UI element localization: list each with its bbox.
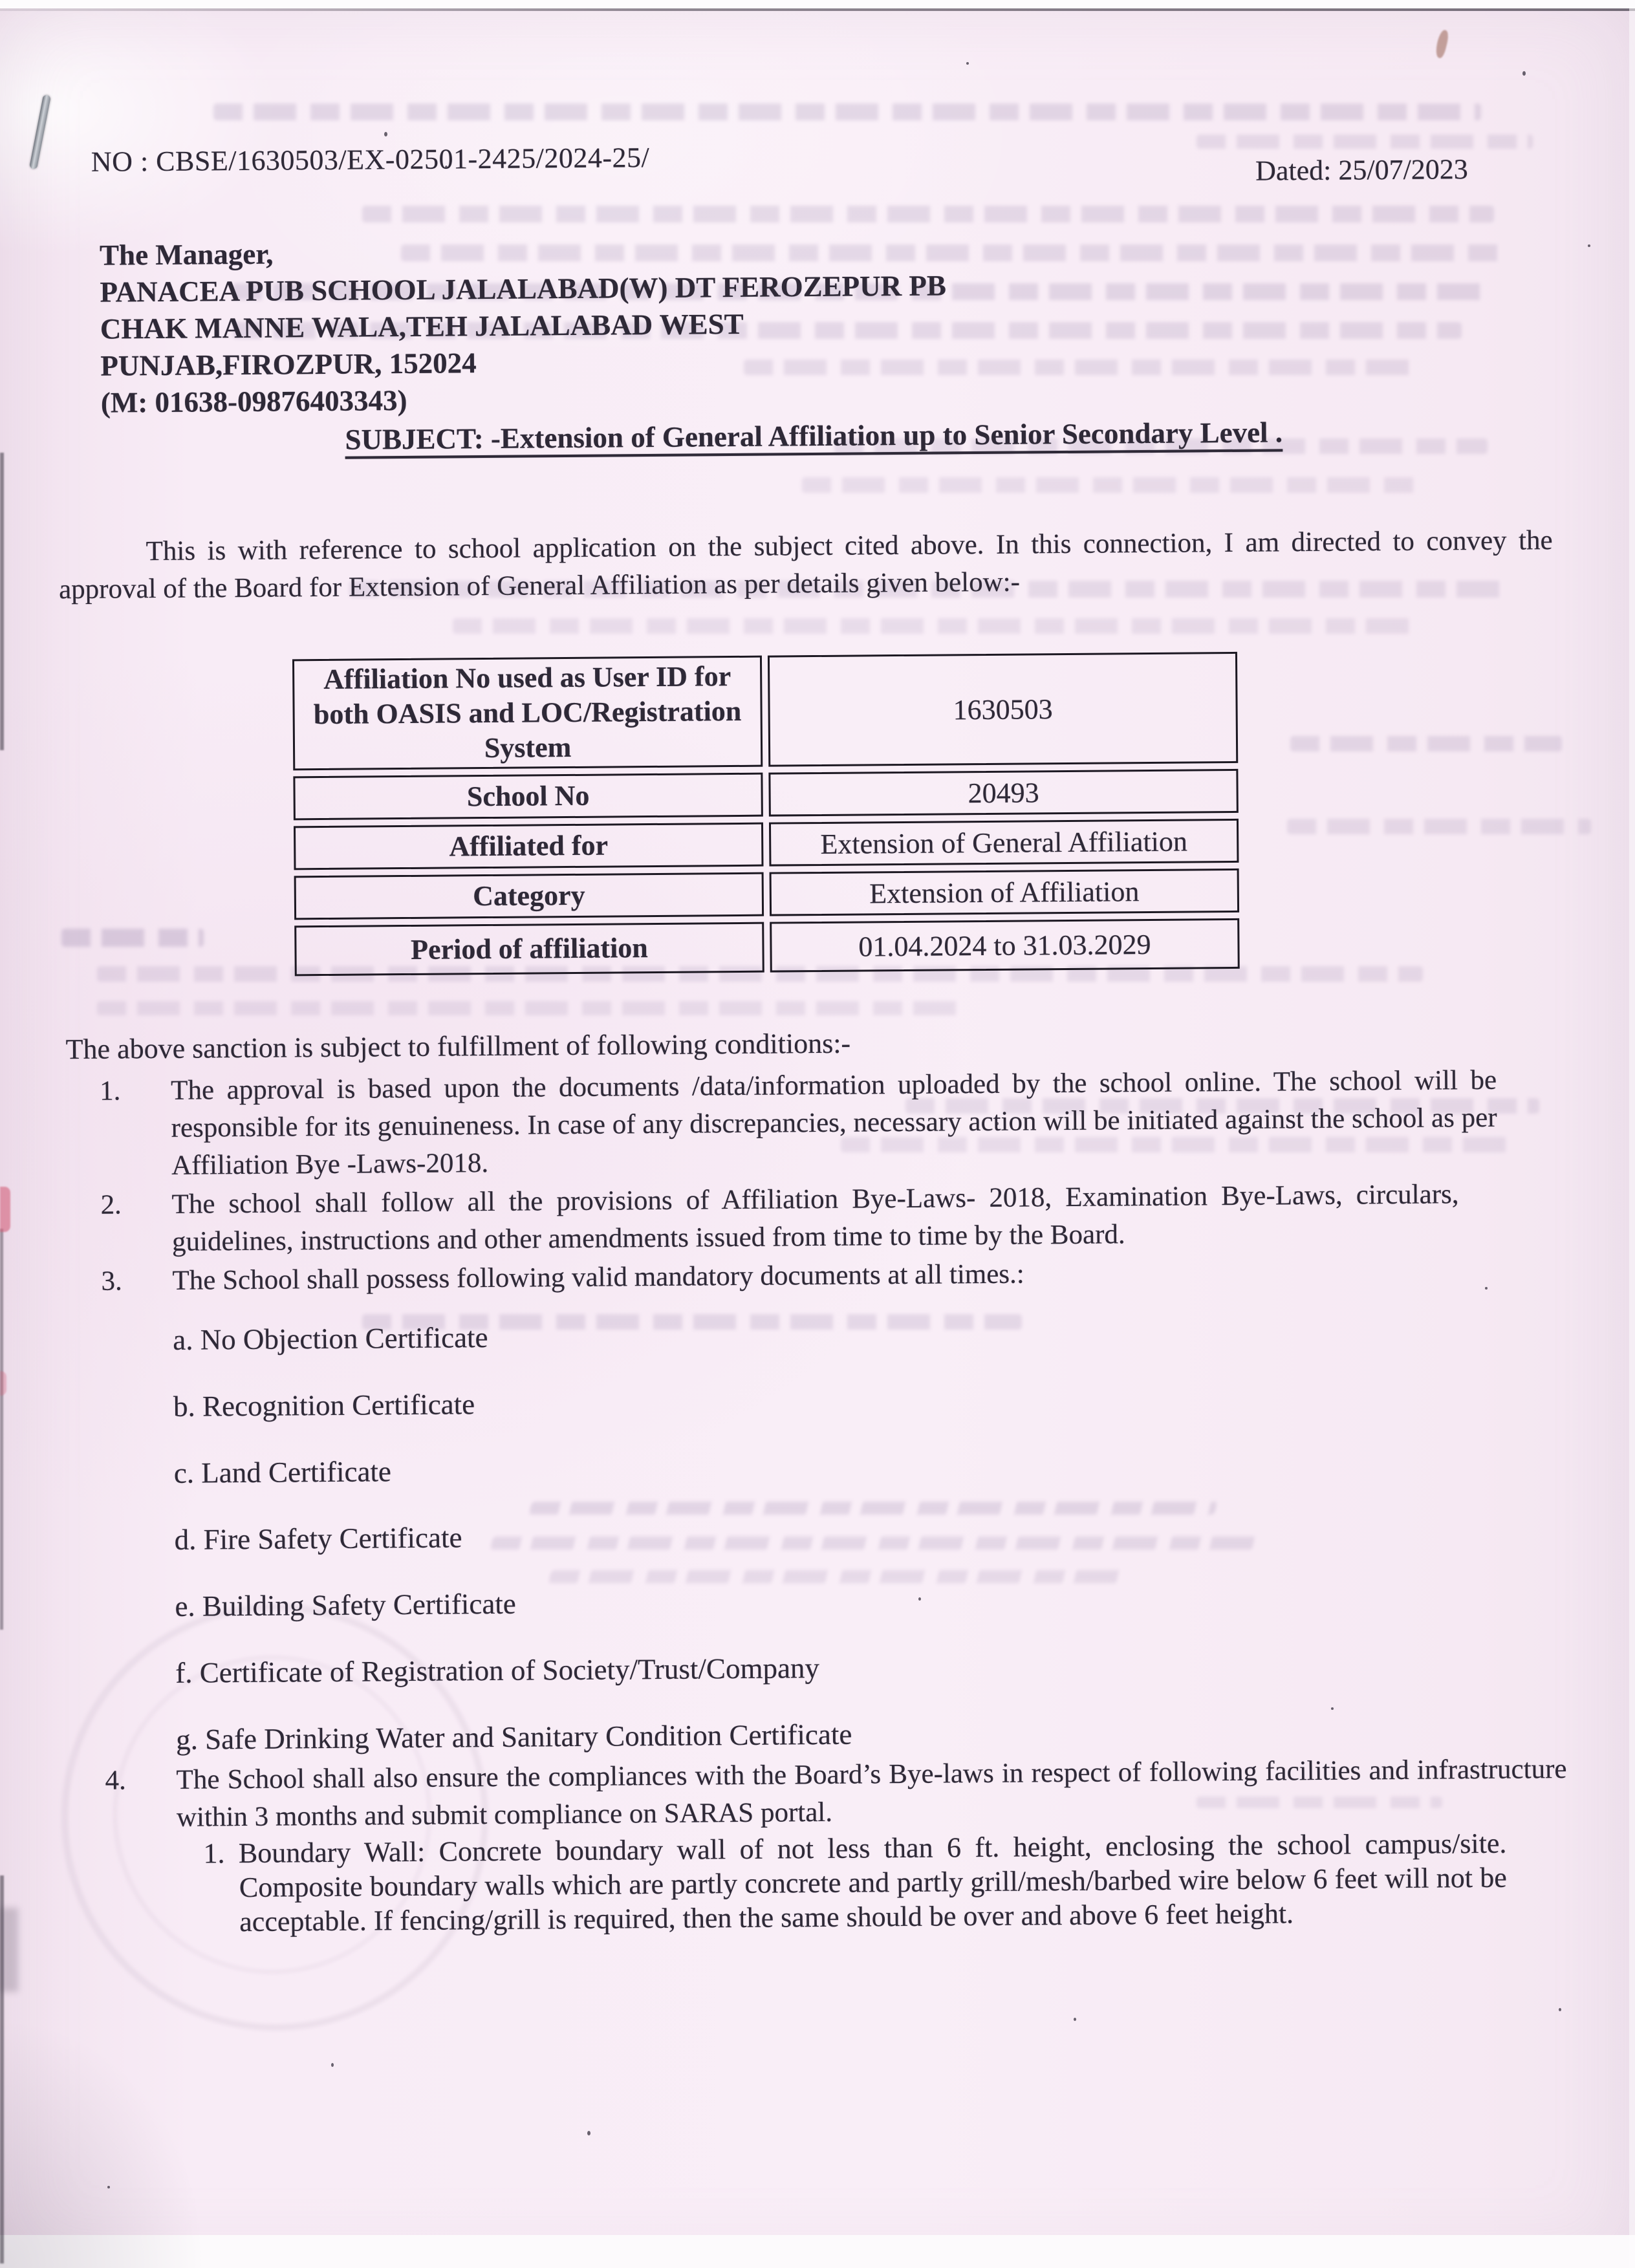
affiliated-for-label: Affiliated for	[294, 823, 764, 870]
school-no-label: School No	[293, 773, 763, 821]
affiliation-no-value: 1630503	[768, 652, 1238, 767]
mandatory-document-b: b. Recognition Certificate	[173, 1388, 475, 1423]
condition-number: 2.	[100, 1189, 122, 1220]
recipient-school-name: PANACEA PUB SCHOOL JALALABAD(W) DT FEROZEPUR PB	[100, 269, 947, 308]
mandatory-document-a: a. No Objection Certificate	[173, 1321, 488, 1356]
recipient-salutation: The Manager,	[99, 237, 274, 272]
condition-number: 1.	[100, 1075, 121, 1107]
condition-item-1	[100, 1062, 1497, 1185]
period-label: Period of affiliation	[294, 922, 764, 977]
condition-text: The school shall follow all the provisions of Affiliation Bye-Laws- 2018, Examination Bye-Laws, circulars, guidelines, instructions and other amendments issued from time to time by the Board.	[171, 1179, 1459, 1257]
affiliation-no-label: Affiliation No used as User ID for both OASIS and LOC/Registration System	[292, 656, 763, 771]
table-row	[294, 869, 1239, 920]
recipient-phone: (M: 01638-09876403343)	[100, 383, 407, 419]
condition-number: 4.	[105, 1765, 127, 1796]
recipient-address-line1: CHAK MANNE WALA,TEH JALALABAD WEST	[100, 307, 744, 345]
mandatory-document-g: g. Safe Drinking Water and Sanitary Condition Certificate	[175, 1718, 852, 1756]
condition-text: The approval is based upon the documents /data/information uploaded by the school online. The school will be responsible for its genuineness. In case of any discrepancies, necessary action will be initiated against the school as per Affiliation Bye -Laws-2018.	[171, 1064, 1497, 1181]
period-value: 01.04.2024 to 31.03.2029	[770, 918, 1240, 973]
condition-item-4	[105, 1751, 1567, 1837]
reference-number: NO : CBSE/1630503/EX-02501-2425/2024-25/	[91, 142, 650, 178]
condition-item-2	[100, 1176, 1459, 1261]
affiliated-for-value: Extension of General Affiliation	[769, 819, 1239, 867]
facility-item-boundary-wall: 1. Boundary Wall: Concrete boundary wall of not less than 6 ft. height, enclosing the school campus/site. Composite boundary walls which are partly concrete and partly grill/mesh/barbed wire below 6 feet will not be acceptable. If fencing/grill is required, then the same should be over and above 6 feet height.	[203, 1827, 1508, 1938]
scanner-edge-artifact	[0, 1875, 4, 2263]
recipient-address-line2: PUNJAB,FIROZPUR, 152024	[100, 347, 477, 382]
table-row	[294, 918, 1240, 976]
recipient-block	[100, 230, 947, 421]
condition-text: The School shall also ensure the compliances with the Board’s Bye-laws in respect of following facilities and infrastructure within 3 months and submit compliance on SARAS portal.	[176, 1753, 1567, 1833]
sanction-note: The above sanction is subject to fulfillment of following conditions:-	[65, 1027, 851, 1066]
mandatory-document-c: c. Land Certificate	[173, 1455, 392, 1489]
mandatory-document-d: d. Fire Safety Certificate	[174, 1521, 462, 1556]
condition-number: 3.	[101, 1266, 122, 1297]
table-row	[292, 652, 1238, 770]
intro-paragraph: This is with reference to school application on the subject cited above. In this connection, I am directed to convey the approval of the Board for Extension of General Affiliation as per details given below:-	[58, 525, 1553, 605]
table-row	[294, 819, 1239, 870]
table-row	[293, 769, 1238, 820]
condition-text: The School shall possess following valid mandatory documents at all times.:	[172, 1258, 1024, 1296]
mandatory-document-e: e. Building Safety Certificate	[175, 1587, 516, 1623]
subject-line: SUBJECT: -Extension of General Affiliation up to Senior Secondary Level .	[345, 416, 1283, 456]
category-label: Category	[294, 872, 764, 920]
category-value: Extension of Affiliation	[770, 869, 1240, 916]
school-no-value: 20493	[768, 769, 1239, 817]
mandatory-document-f: f. Certificate of Registration of Society/Trust/Company	[175, 1652, 820, 1689]
affiliation-table	[287, 646, 1246, 982]
letter-date: Dated: 25/07/2023	[1255, 153, 1468, 187]
